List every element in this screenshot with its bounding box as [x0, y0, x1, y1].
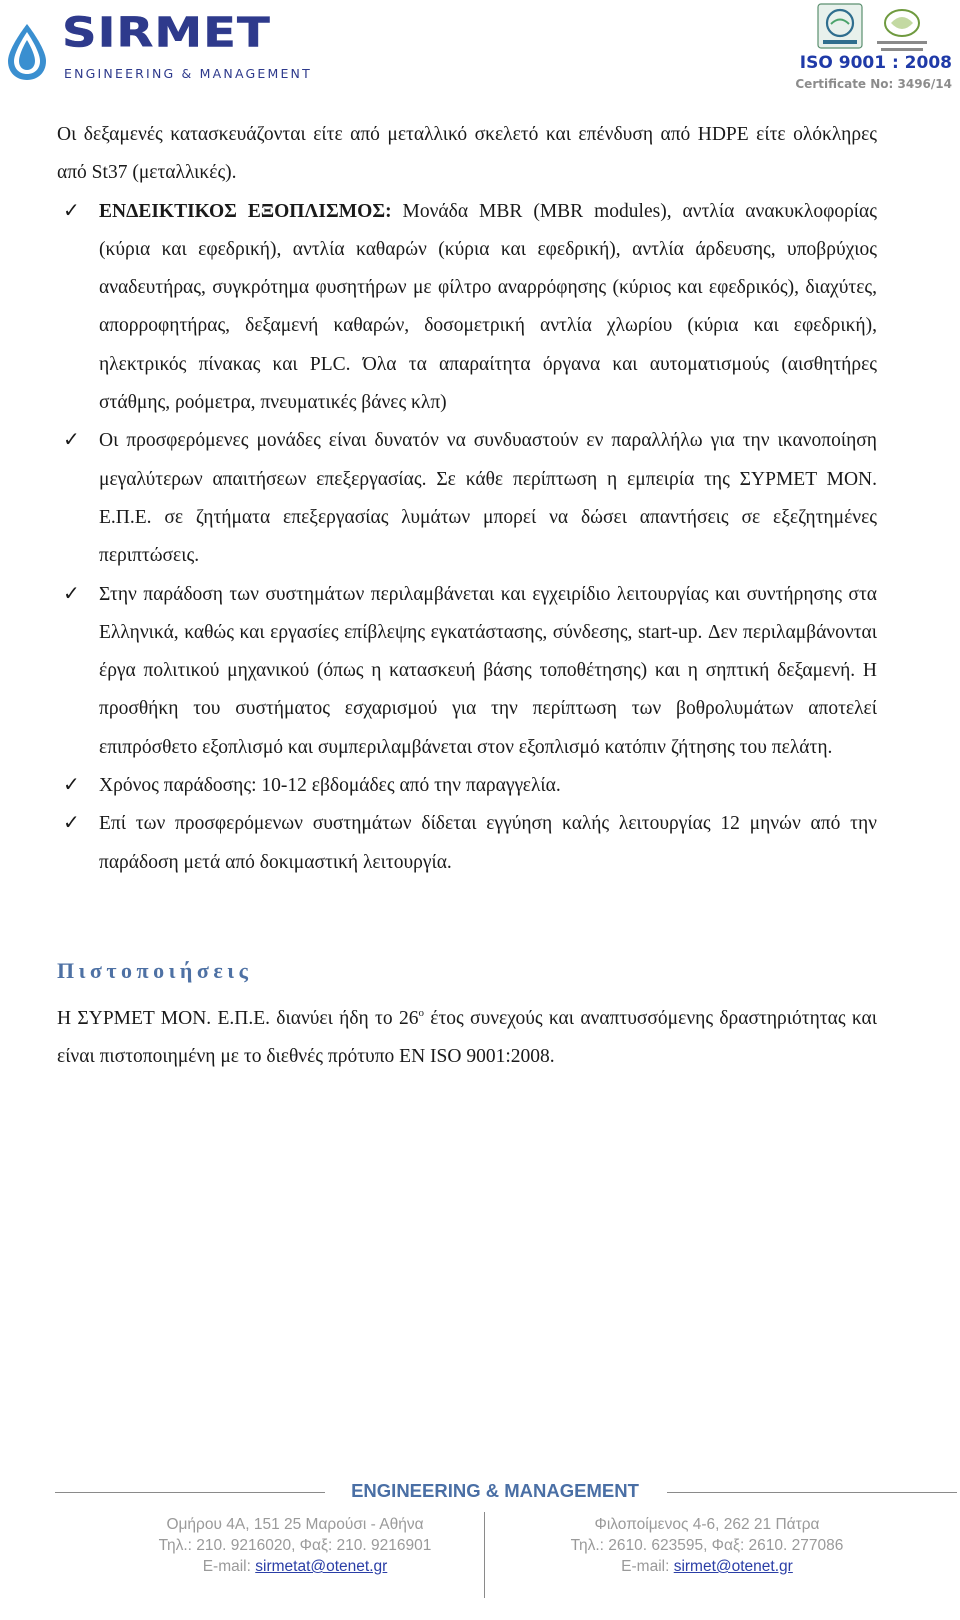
certifications-paragraph	[57, 994, 877, 1077]
company-logo-text: SIRMET	[62, 8, 271, 57]
athens-email-link[interactable]: sirmetat@otenet.gr	[255, 1558, 388, 1575]
checkmark-icon: ✓	[63, 580, 80, 605]
page-header	[0, 0, 960, 110]
list-item	[57, 193, 877, 423]
patras-email-link[interactable]: sirmet@otenet.gr	[673, 1558, 793, 1575]
footer-divider-line	[55, 1492, 325, 1493]
patras-phone: Τηλ.: 2610. 623595, Φαξ: 2610. 277086	[570, 1537, 844, 1554]
checkmark-icon: ✓	[63, 427, 80, 452]
athens-office-contact	[100, 1514, 490, 1577]
footer-divider-line	[667, 1492, 957, 1493]
footer-brand: ENGINEERING & MANAGEMENT	[351, 1480, 639, 1501]
checkmark-icon: ✓	[63, 197, 80, 222]
athens-email-row	[100, 1556, 490, 1577]
checkmark-icon: ✓	[63, 810, 80, 835]
company-tagline: ENGINEERING & MANAGEMENT	[64, 66, 312, 81]
athens-address: Ομήρου 4Α, 151 25 Μαρούσι - Αθήνα	[166, 1516, 424, 1533]
water-drop-logo-icon	[4, 22, 50, 82]
certificate-number: Certificate No: 3496/14	[795, 77, 952, 91]
list-item-text: Στην παράδοση των συστημάτων περιλαμβάνεται και εγχειρίδιο λειτουργίας και συντήρησης στα Ελληνικά, καθώς και εργασίες επίβλεψης εγκατάστασης, σύνδεσης, start-up. Δεν περιλαμβάνονται έργα πολιτικού μηχανικού (όπως η κατασκευή βάσης τοποθέτησης) και η σηπτική δεξαμενή. Η προσθήκη του συστήματος εσχαρισμού για την περίπτωση των βοθρολυμάτων αποτελεί επιπρόσθετο εξοπλισμό και συμπεριλαμβάνεται στον εξοπλισμό κατόπιν ζήτησης του πελάτη.	[99, 583, 877, 758]
list-item-lead: ΕΝΔΕΙΚΤΙΚΟΣ ΕΞΟΠΛΙΣΜΟΣ:	[99, 200, 392, 222]
page-footer	[0, 1480, 960, 1620]
cert-text-start: Η ΣΥΡΜΕΤ ΜΟΝ. Ε.Π.Ε. διανύει ήδη το 26	[57, 1007, 419, 1029]
athens-phone: Τηλ.: 210. 9216020, Φαξ: 210. 9216901	[158, 1537, 432, 1554]
cert-text-end: έτος συνεχούς και αναπτυσσόμενης δραστηριότητας και είναι πιστοποιημένη με το διεθνές πρότυπο EN ISO 9001:2008.	[57, 1007, 877, 1068]
intro-paragraph: Οι δεξαμενές κατασκευάζονται είτε από μεταλλικό σκελετό και επένδυση από HDPE είτε ολόκληρες από St37 (μεταλλικές).	[57, 124, 877, 184]
section-heading-certifications: Πιστοποιήσεις	[57, 957, 253, 983]
list-item	[57, 805, 877, 882]
list-item	[57, 576, 877, 767]
list-item-text: Χρόνος παράδοσης: 10-12 εβδομάδες από την παραγγελία.	[99, 775, 561, 797]
eqa-cert-badge-icon	[817, 3, 863, 53]
checkmark-icon: ✓	[63, 772, 80, 797]
patras-address: Φιλοποίμενος 4-6, 262 21 Πάτρα	[594, 1516, 820, 1533]
ordinal-suffix: ο	[418, 1006, 424, 1019]
feature-list	[57, 193, 877, 882]
esyd-cert-badge-icon	[873, 5, 931, 55]
list-item-text: Οι προσφερόμενες μονάδες είναι δυνατόν να συνδυαστούν εν παραλλήλω για την ικανοποίηση μεγαλύτερων απαιτήσεων επεξεργασίας. Σε κάθε περίπτωση η εμπειρία της ΣΥΡΜΕΤ ΜΟΝ. Ε.Π.Ε. σε ζητήματα επεξεργασίας λυμάτων μπορεί να δώσει απαντήσεις σε εξεζητημένες περιπτώσεις.	[99, 430, 877, 567]
list-item	[57, 767, 877, 805]
document-body	[57, 116, 877, 1077]
email-label: E-mail:	[202, 1558, 256, 1575]
email-label: E-mail:	[621, 1558, 674, 1575]
list-item-text: Μονάδα MBR (MBR modules), αντλία ανακυκλοφορίας (κύρια και εφεδρική), αντλία καθαρών (κύρια και εφεδρική), αντλία άρδευσης, υποβρύχιος αναδευτήρας, συγκρότημα φυσητήρων με φίλτρο αναρρόφησης (κύριος και εφεδρικός), διαχύτες, απορροφητήρας, δεξαμενή καθαρών, δοσομετρική αντλία χλωρίου (κύρια και εφεδρική), ηλεκτρικός πίνακας και PLC. Όλα τα απαραίτητα όργανα και αυτοματισμούς (αισθητήρες στάθμης, ροόμετρα, πνευματικές βάνες κλπ)	[99, 200, 877, 414]
list-item	[57, 422, 877, 575]
iso-standard-title: ISO 9001 : 2008	[799, 53, 952, 73]
list-item-text: Επί των προσφερόμενων συστημάτων δίδεται εγγύηση καλής λειτουργίας 12 μηνών από την παράδοση μετά από δοκιμαστική λειτουργία.	[99, 813, 877, 873]
patras-email-row	[512, 1556, 902, 1577]
patras-office-contact	[512, 1514, 902, 1577]
